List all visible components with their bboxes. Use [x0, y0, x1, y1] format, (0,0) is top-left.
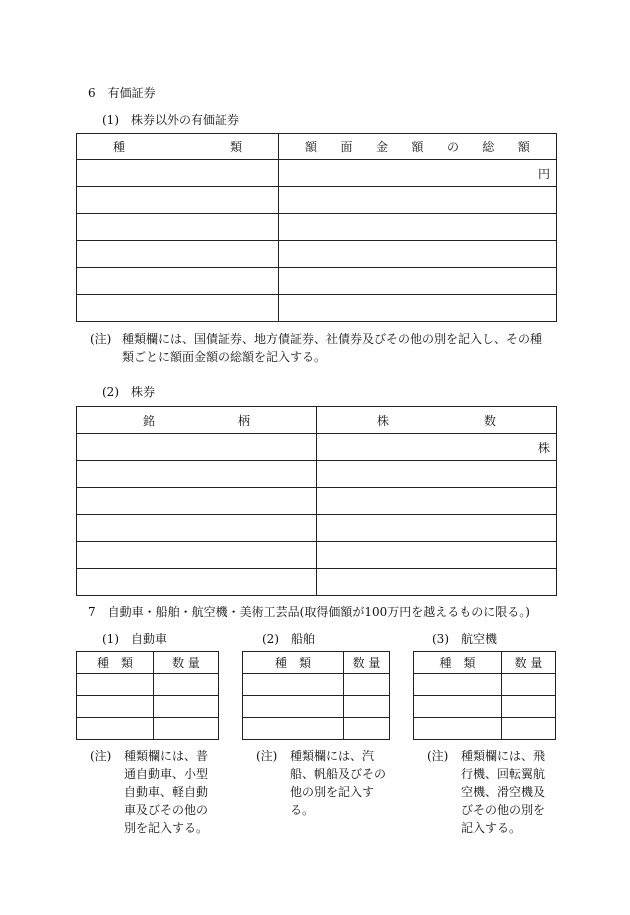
cell-kind[interactable] — [243, 696, 344, 718]
header-kind: 種 類 — [243, 652, 344, 674]
cell-quantity[interactable] — [154, 696, 219, 718]
header-quantity: 数 量 — [344, 652, 390, 674]
automobile-title: (1) 自動車 — [102, 632, 167, 646]
cell-amount[interactable] — [279, 295, 557, 322]
cell-amount[interactable] — [279, 241, 557, 268]
ship-table — [242, 651, 390, 740]
aircraft-note: (注) 種類欄には、飛行機、回転翼航空機、滑空機及びその他の別を記入する。 — [427, 749, 546, 835]
cell-quantity[interactable] — [502, 696, 556, 718]
cell-quantity[interactable] — [502, 674, 556, 696]
aircraft-table — [413, 651, 556, 740]
cell-kind[interactable] — [77, 241, 279, 268]
unit-yen: 円 — [537, 166, 550, 181]
automobile-table — [76, 651, 219, 740]
cell-kind[interactable] — [77, 295, 279, 322]
cell-amount[interactable] — [279, 268, 557, 295]
cell-brand[interactable] — [77, 461, 317, 488]
header-kind: 種 類 — [77, 134, 279, 160]
cell-kind[interactable] — [77, 696, 154, 718]
securities-note: (注) 種類欄には、国債証券、地方債証券、社債券及びその他の別を記入し、その種類ごとに額面金額の総額を記入する。 — [90, 332, 543, 364]
cell-amount[interactable] — [279, 187, 557, 214]
header-total-face-value: 額 面 金 額 の 総 額 — [279, 134, 557, 160]
header-brand: 銘 柄 — [77, 407, 317, 434]
cell-brand[interactable] — [77, 515, 317, 542]
header-quantity: 数 量 — [502, 652, 556, 674]
ship-title: (2) 船舶 — [262, 632, 315, 646]
cell-shares[interactable] — [317, 434, 557, 461]
cell-kind[interactable] — [77, 160, 279, 187]
header-kind: 種 類 — [77, 652, 154, 674]
cell-brand[interactable] — [77, 434, 317, 461]
cell-kind[interactable] — [77, 718, 154, 740]
securities-table — [76, 133, 557, 322]
cell-quantity[interactable] — [154, 674, 219, 696]
cell-brand[interactable] — [77, 542, 317, 569]
cell-kind[interactable] — [77, 187, 279, 214]
section6-title: 6 有価証券 — [88, 86, 156, 100]
cell-quantity[interactable] — [344, 674, 390, 696]
cell-amount[interactable] — [279, 160, 557, 187]
cell-quantity[interactable] — [154, 718, 219, 740]
ship-note: (注) 種類欄には、汽船、帆船及びその他の別を記入する。 — [256, 749, 387, 817]
cell-shares[interactable] — [317, 461, 557, 488]
header-shares: 株 数 — [317, 407, 557, 434]
unit-shares: 株 — [537, 440, 550, 455]
cell-brand[interactable] — [77, 488, 317, 515]
cell-kind[interactable] — [77, 674, 154, 696]
cell-quantity[interactable] — [344, 718, 390, 740]
cell-shares[interactable] — [317, 542, 557, 569]
cell-shares[interactable] — [317, 515, 557, 542]
cell-quantity[interactable] — [502, 718, 556, 740]
cell-shares[interactable] — [317, 569, 557, 596]
header-quantity: 数 量 — [154, 652, 219, 674]
section6-1-title: (1) 株券以外の有価証券 — [102, 113, 239, 127]
cell-quantity[interactable] — [344, 696, 390, 718]
section7-title: 7 自動車・船舶・航空機・美術工芸品(取得価額が100万円を越えるものに限る。) — [88, 605, 530, 619]
cell-kind[interactable] — [243, 718, 344, 740]
cell-kind[interactable] — [414, 718, 502, 740]
cell-kind[interactable] — [414, 696, 502, 718]
cell-shares[interactable] — [317, 488, 557, 515]
automobile-note: (注) 種類欄には、普通自動車、小型自動車、軽自動車及びその他の別を記入する。 — [90, 749, 209, 835]
aircraft-title: (3) 航空機 — [432, 632, 497, 646]
cell-kind[interactable] — [77, 214, 279, 241]
cell-kind[interactable] — [77, 268, 279, 295]
stocks-table — [76, 406, 557, 596]
cell-kind[interactable] — [243, 674, 344, 696]
cell-brand[interactable] — [77, 569, 317, 596]
section6-2-title: (2) 株券 — [102, 385, 155, 399]
cell-amount[interactable] — [279, 214, 557, 241]
cell-kind[interactable] — [414, 674, 502, 696]
header-kind: 種 類 — [414, 652, 502, 674]
